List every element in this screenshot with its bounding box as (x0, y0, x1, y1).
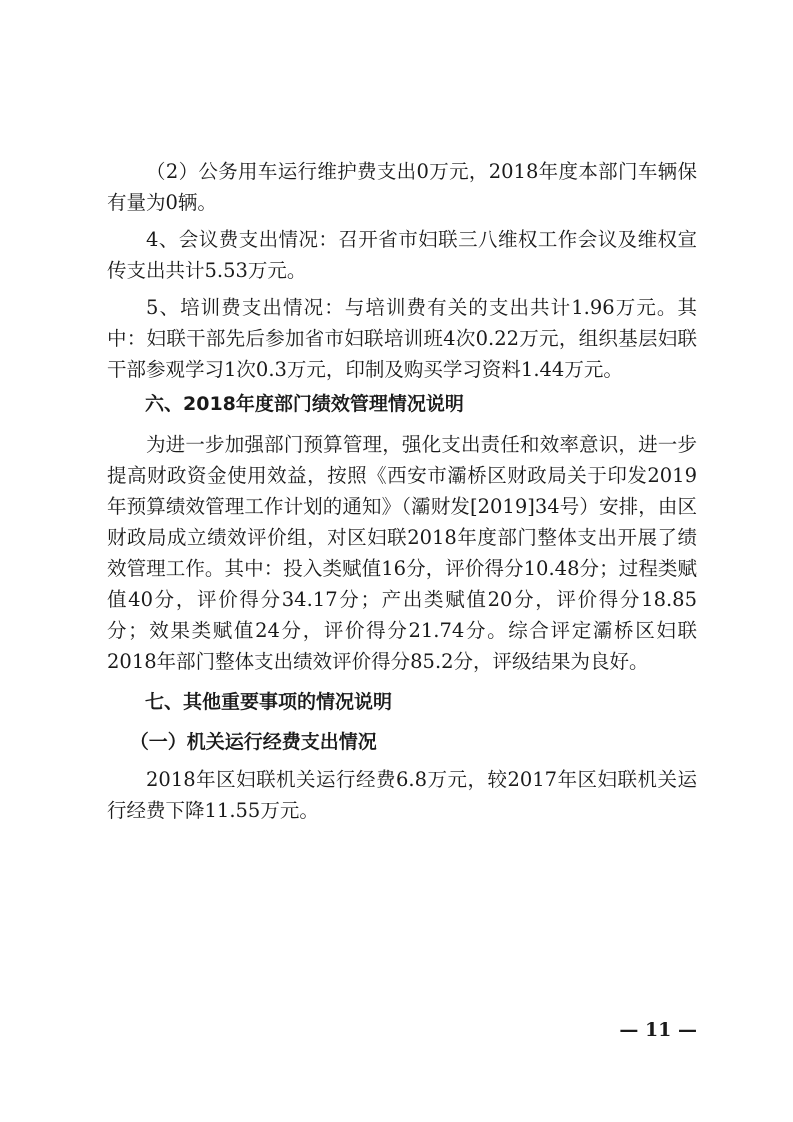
paragraph-meeting-expense: 4、会议费支出情况：召开省市妇联三八维权工作会议及维权宣传支出共计5.53万元。 (107, 228, 697, 282)
paragraph-performance-evaluation: 为进一步加强部门预算管理，强化支出责任和效率意识，进一步提高财政资金使用效益，按照《西安市灞桥区财政局关于印发2019年预算绩效管理工作计划的通知》（灞财发[2019]34号）安排，由区财政局成立绩效评价组，对区妇联2018年度部门整体支出开展了绩效管理工作。其中：投入类赋值16分，评价得分10.48分；过程类赋值40分，评价得分34.17分；产出类赋值20分，评价得分18.85分；效果类赋值24分，评价得分21.74分。综合评定灞桥区妇联2018年部门整体支出绩效评价得分85.2分，评级结果为良好。 (107, 433, 697, 673)
page-number: — 11 — (619, 1019, 697, 1041)
paragraph-training-expense: 5、培训费支出情况：与培训费有关的支出共计1.96万元。其中：妇联干部先后参加省市妇联培训班4次0.22万元，组织基层妇联干部参观学习1次0.3万元，印制及购买学习资料1.44万元。 (107, 296, 697, 381)
section-heading-performance: 六、2018年度部门绩效管理情况说明 (145, 393, 464, 415)
paragraph-operating-expense: 2018年区妇联机关运行经费6.8万元，较2017年区妇联机关运行经费下降11.55万元。 (107, 768, 697, 822)
paragraph-vehicle-maintenance: （2）公务用车运行维护费支出0万元，2018年度本部门车辆保有量为0辆。 (107, 160, 697, 214)
subheading-operating-expense: （一）机关运行经费支出情况 (129, 731, 377, 753)
document-body (107, 156, 697, 826)
section-heading-other-matters: 七、其他重要事项的情况说明 (145, 691, 393, 713)
